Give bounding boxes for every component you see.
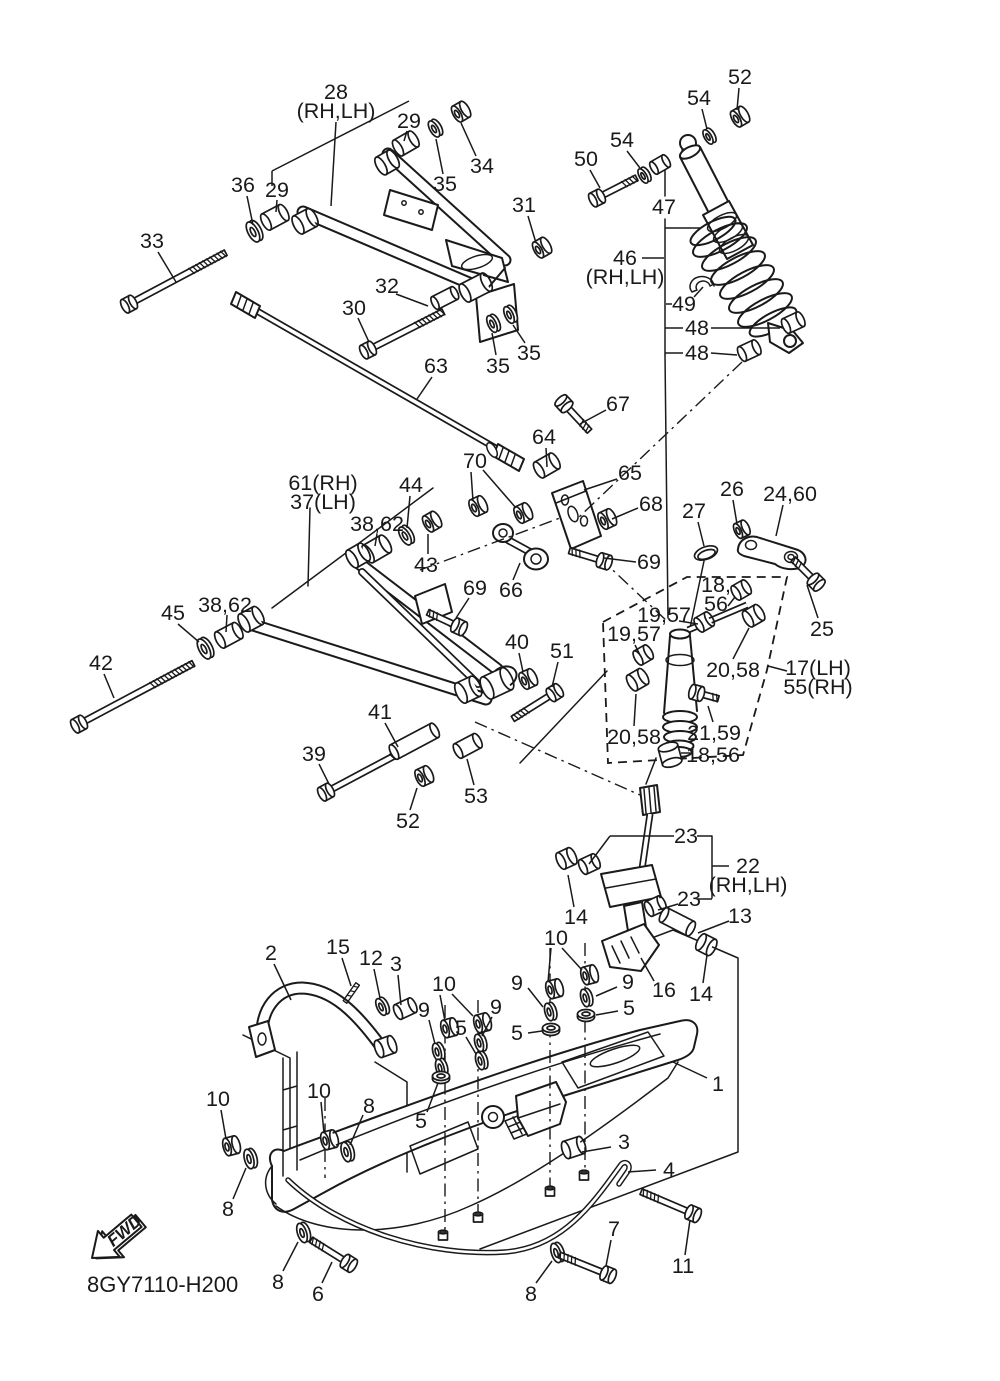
part-cyl	[694, 932, 720, 957]
part-label-39	[302, 742, 329, 784]
leader-line	[519, 653, 523, 672]
part-nut	[544, 978, 565, 1000]
ski-handle	[249, 988, 382, 1057]
part-label-13: 13	[728, 904, 752, 928]
part-nut	[512, 501, 535, 525]
part-washer	[701, 127, 718, 146]
part-label-63: 63	[424, 354, 448, 378]
part-label-41: 41	[368, 700, 392, 724]
part-label-69	[456, 576, 487, 618]
part-label-26: 26	[720, 477, 744, 501]
part-label-14	[564, 875, 588, 929]
part-label-30: 30	[342, 296, 366, 320]
leader-line	[733, 628, 749, 659]
part-label-20-58: 20,58	[607, 725, 661, 749]
leader-line	[708, 706, 713, 722]
part-label-29: 29	[265, 178, 289, 202]
part-label-5: 5	[415, 1109, 427, 1133]
leader-line	[456, 598, 469, 618]
part-washer	[473, 1032, 489, 1052]
part-bolt	[307, 1233, 359, 1273]
part-washer	[426, 117, 445, 138]
part-stud	[439, 1230, 448, 1240]
part-label-23: 23	[677, 887, 701, 911]
part-label-54: 54	[687, 86, 711, 110]
part-label-3	[582, 1130, 630, 1154]
part-cyl	[258, 203, 291, 232]
part-label-66: 66	[499, 578, 523, 602]
part-label-52: 52	[396, 809, 420, 833]
part-label-20-58	[706, 628, 760, 682]
part-cap	[693, 543, 720, 563]
part-bolt	[638, 1185, 703, 1224]
leader-line	[528, 988, 543, 1007]
part-label-52	[396, 788, 420, 833]
part-cyl	[429, 285, 460, 310]
part-label-69: 69	[463, 576, 487, 600]
leader-line	[768, 666, 787, 671]
leader-line	[233, 1168, 246, 1199]
leader-line	[596, 987, 617, 996]
part-label-17-LH-55-RH	[768, 656, 853, 699]
part-label-5: 5	[455, 1016, 467, 1040]
part-label-13	[698, 904, 752, 933]
part-label-68: 68	[639, 492, 663, 516]
part-label-8	[525, 1261, 552, 1306]
part-label-9: 9	[418, 998, 430, 1022]
part-label-38-62: 38,62	[198, 593, 252, 617]
leader-line	[440, 995, 445, 1021]
leader-line	[436, 139, 443, 174]
part-bolt	[687, 684, 720, 706]
part-label-33: 33	[140, 229, 164, 253]
leader-line	[358, 318, 369, 342]
part-label-12: 12	[359, 946, 383, 970]
part-label-35: 35	[433, 172, 457, 196]
part-nut	[221, 1135, 242, 1157]
leader-line	[628, 1170, 656, 1172]
leader-line	[452, 994, 473, 1016]
part-label-10	[432, 972, 473, 1021]
part-label-46-RH-LH-sub: (RH,LH)	[585, 265, 665, 289]
part-washer	[374, 996, 392, 1017]
part-label-23: 23	[674, 824, 698, 848]
part-label-20-58	[607, 694, 661, 749]
part-label-69: 69	[637, 550, 661, 574]
part-label-18-56: 18,	[701, 573, 731, 597]
leader-line	[528, 1031, 542, 1033]
part-label-18-56: 18,56	[686, 743, 740, 767]
leader-line	[702, 109, 707, 129]
part-label-10	[206, 1087, 230, 1139]
part-label-68	[612, 492, 663, 519]
part-label-35	[433, 139, 457, 196]
part-label-6	[312, 1262, 332, 1306]
part-cyl	[554, 846, 579, 871]
part-cyl	[624, 667, 651, 693]
part-label-17-LH-55-RH-sub: 55(RH)	[783, 675, 853, 699]
part-label-26	[720, 477, 744, 524]
part-nut	[596, 507, 619, 531]
part-cyl	[648, 153, 672, 175]
part-label-24-60: 24,60	[763, 482, 817, 506]
part-label-49	[666, 287, 703, 316]
part-label-23	[658, 887, 712, 911]
part-label-11	[672, 1220, 694, 1278]
part-cyl	[631, 643, 655, 666]
leader-line	[562, 948, 582, 970]
part-label-54	[610, 128, 640, 168]
part-label-47: 47	[652, 195, 676, 219]
part-label-49: 49	[672, 292, 696, 316]
leader-line	[407, 496, 410, 528]
part-bolt	[119, 246, 230, 314]
leader-line	[627, 151, 640, 168]
leader-line	[321, 1102, 324, 1133]
part-label-5	[511, 1021, 542, 1045]
part-label-42: 42	[89, 651, 113, 675]
leader-line	[331, 122, 336, 206]
part-label-34	[461, 123, 494, 178]
part-label-22-RH-LH: 22	[736, 854, 760, 878]
part-label-5: 5	[511, 1021, 523, 1045]
part-stud	[580, 1170, 589, 1180]
part-label-43: 43	[414, 553, 438, 577]
part-code: 8GY7110-H200	[87, 1272, 239, 1297]
leader-line	[104, 674, 114, 698]
part-label-8: 8	[525, 1282, 537, 1306]
part-label-4: 4	[663, 1158, 675, 1182]
leader-line	[342, 958, 351, 986]
leader-line	[467, 759, 474, 785]
part-label-5	[455, 1016, 476, 1054]
part-label-61-RH-37-LH-sub: 37(LH)	[290, 490, 356, 514]
part-label-46-RH-LH	[586, 246, 665, 289]
part-label-25: 25	[810, 617, 834, 641]
part-label-10: 10	[307, 1079, 331, 1103]
upper-a-arm	[303, 154, 518, 342]
leader-line	[483, 470, 516, 508]
fwd-label: FWD	[103, 1211, 146, 1251]
part-sbolt	[578, 1010, 595, 1022]
part-label-14	[689, 955, 713, 1006]
part-label-48: 48	[685, 341, 709, 365]
part-bolt	[69, 657, 197, 735]
part-bolt	[553, 393, 595, 436]
part-label-11: 11	[671, 1254, 695, 1278]
part-label-35	[513, 325, 541, 365]
leader-line	[429, 1020, 435, 1044]
part-label-22-RH-LH	[709, 854, 788, 897]
part-label-10: 10	[544, 926, 568, 950]
part-label-36: 36	[231, 173, 255, 197]
leader-line	[398, 975, 401, 1005]
part-nut	[413, 764, 436, 788]
part-label-44: 44	[399, 473, 423, 497]
part-label-28-RH-LH-sub: (RH,LH)	[296, 99, 376, 123]
part-label-38-62: 38,62	[350, 512, 404, 536]
part-label-19-57	[607, 622, 661, 655]
part-label-28-RH-LH	[272, 80, 409, 206]
part-label-7	[606, 1217, 620, 1266]
part-label-45	[161, 601, 199, 642]
part-label-27	[682, 499, 706, 546]
part-label-8: 8	[222, 1197, 234, 1221]
part-label-21-59	[687, 706, 741, 745]
part-bolt	[358, 305, 447, 360]
part-label-48: 48	[685, 316, 709, 340]
leader-line	[226, 615, 227, 632]
leader-line	[568, 875, 574, 907]
part-label-39: 39	[302, 742, 326, 766]
spring-clip	[690, 276, 714, 292]
part-label-50	[574, 147, 600, 188]
part-washer	[543, 1001, 559, 1021]
part-label-31: 31	[512, 193, 536, 217]
part-label-9: 9	[622, 970, 634, 994]
part-label-4	[628, 1158, 675, 1182]
leader-line	[703, 955, 707, 983]
leader-line	[733, 500, 737, 524]
part-label-32	[375, 274, 428, 306]
leader-line	[319, 764, 329, 784]
part-washer	[194, 635, 216, 661]
part-nut	[530, 236, 554, 260]
part-nut	[517, 667, 540, 691]
part-cyl	[729, 578, 753, 601]
part-label-14: 14	[564, 905, 588, 929]
part-label-15	[326, 935, 351, 986]
part-label-47	[652, 195, 676, 219]
part-label-53: 53	[464, 784, 488, 808]
part-label-70: 70	[463, 449, 487, 473]
part-label-15: 15	[326, 935, 350, 959]
leader-line	[711, 353, 737, 355]
part-label-33	[140, 229, 176, 282]
part-cyl	[451, 732, 484, 760]
part-bolt	[509, 682, 565, 725]
leader-line	[606, 1240, 611, 1266]
part-label-1	[673, 1062, 724, 1096]
part-label-10	[307, 1079, 331, 1133]
part-label-25	[807, 585, 834, 641]
part-label-16: 16	[652, 978, 676, 1002]
part-label-14: 14	[689, 982, 713, 1006]
leader-line	[396, 294, 428, 306]
part-label-22-RH-LH-sub: (RH,LH)	[708, 873, 788, 897]
part-label-19-57: 19,57	[607, 622, 661, 646]
leader-line	[634, 694, 636, 726]
part-label-40: 40	[505, 630, 529, 654]
part-label-32: 32	[375, 274, 399, 298]
part-label-51: 51	[550, 639, 574, 663]
part-label-27: 27	[682, 499, 706, 523]
part-label-8	[272, 1242, 298, 1294]
leader-line	[178, 624, 199, 642]
part-nut	[728, 105, 752, 129]
part-stud	[546, 1186, 555, 1196]
part-label-53	[464, 759, 488, 808]
part-label-18-56	[681, 743, 740, 767]
part-label-9	[418, 998, 435, 1044]
part-label-31	[512, 193, 536, 243]
part-label-63	[417, 354, 448, 399]
diagram-artwork	[81, 135, 805, 1297]
part-label-34: 34	[470, 154, 494, 178]
part-label-46-RH-LH: 46	[613, 246, 637, 270]
leader-line	[546, 448, 547, 467]
part-label-10: 10	[206, 1087, 230, 1111]
part-label-43	[414, 534, 438, 577]
leader-line	[471, 472, 473, 501]
part-label-61-RH-37-LH: 61(RH)	[288, 471, 358, 495]
part-label-9: 9	[490, 995, 502, 1019]
part-label-35: 35	[486, 354, 510, 378]
part-label-2: 2	[265, 941, 277, 965]
leader-line	[410, 788, 417, 810]
leader-line	[698, 921, 729, 933]
part-washer	[242, 1147, 259, 1170]
leader-line	[283, 1242, 298, 1271]
leader-line	[698, 522, 704, 546]
leader-line	[596, 1011, 618, 1015]
part-label-61-RH-37-LH	[288, 471, 357, 514]
part-label-66	[499, 563, 523, 602]
part-label-3: 3	[618, 1130, 630, 1154]
part-sbolt	[433, 1072, 450, 1084]
part-label-67: 67	[606, 392, 630, 416]
part-label-19-57: 19,57	[637, 603, 691, 627]
part-label-6: 6	[312, 1282, 324, 1306]
part-label-8	[222, 1168, 246, 1221]
part-stud	[474, 1212, 483, 1222]
part-label-30	[342, 296, 369, 342]
leader-line	[374, 969, 380, 998]
leader-line	[461, 123, 476, 156]
leader-line	[673, 1062, 707, 1078]
part-label-9	[596, 970, 634, 996]
part-nut	[449, 100, 473, 124]
part-label-41	[368, 700, 398, 747]
leader-line	[417, 377, 432, 399]
leader-line	[776, 505, 783, 536]
part-nut	[579, 964, 600, 986]
leader-line	[590, 170, 600, 188]
part-label-17-LH-55-RH: 17(LH)	[785, 656, 851, 680]
part-label-5: 5	[623, 996, 635, 1020]
leader-line	[580, 410, 606, 424]
part-label-3: 3	[390, 952, 402, 976]
part-label-8: 8	[272, 1270, 284, 1294]
leader-line	[584, 479, 617, 490]
leader-line	[158, 252, 176, 282]
part-label-28-RH-LH: 28	[324, 80, 348, 104]
part-label-10: 10	[432, 972, 456, 996]
part-cyl	[560, 1135, 588, 1159]
part-label-9	[511, 971, 543, 1007]
part-label-36	[231, 173, 255, 225]
part-label-8: 8	[363, 1094, 375, 1118]
part-label-1: 1	[712, 1072, 724, 1096]
link-rod	[493, 524, 548, 570]
part-label-3	[390, 952, 402, 1005]
part-label-9: 9	[511, 971, 523, 995]
part-label-54	[687, 86, 711, 129]
leader-line	[221, 1110, 226, 1139]
part-label-67	[580, 392, 630, 424]
part-washer	[579, 987, 595, 1007]
part-label-50: 50	[574, 147, 598, 171]
part-label-65: 65	[618, 461, 642, 485]
part-sbolt	[543, 1024, 560, 1036]
part-label-20-58: 20,58	[706, 658, 760, 682]
leader-line	[612, 508, 638, 519]
part-label-24-60	[763, 482, 817, 536]
part-label-54: 54	[610, 128, 634, 152]
part-label-45: 45	[161, 601, 185, 625]
part-label-12	[359, 946, 383, 998]
part-label-7: 7	[608, 1217, 620, 1241]
part-label-21-59: 21,59	[687, 721, 741, 745]
part-label-5	[596, 996, 635, 1020]
part-cyl	[736, 339, 763, 363]
part-cyl	[392, 997, 419, 1021]
relay-bracket	[552, 481, 601, 549]
part-label-52	[728, 65, 752, 110]
part-label-18-56-sub: 56	[704, 592, 728, 616]
damper-block	[602, 924, 659, 971]
part-label-35: 35	[517, 341, 541, 365]
part-label-42	[89, 651, 114, 698]
part-nut	[467, 494, 490, 518]
part-label-48	[665, 341, 737, 365]
leader-line	[536, 1261, 552, 1283]
leader-line	[728, 597, 735, 606]
part-label-51	[550, 639, 574, 687]
leader-line	[322, 1262, 332, 1283]
part-bolt	[587, 171, 640, 208]
leader-line	[528, 216, 536, 243]
part-label-29: 29	[397, 109, 421, 133]
part-label-64: 64	[532, 425, 556, 449]
leader-line	[685, 1220, 690, 1255]
part-nut	[420, 510, 444, 534]
fwd-arrow	[81, 1205, 152, 1273]
part-label-52: 52	[728, 65, 752, 89]
